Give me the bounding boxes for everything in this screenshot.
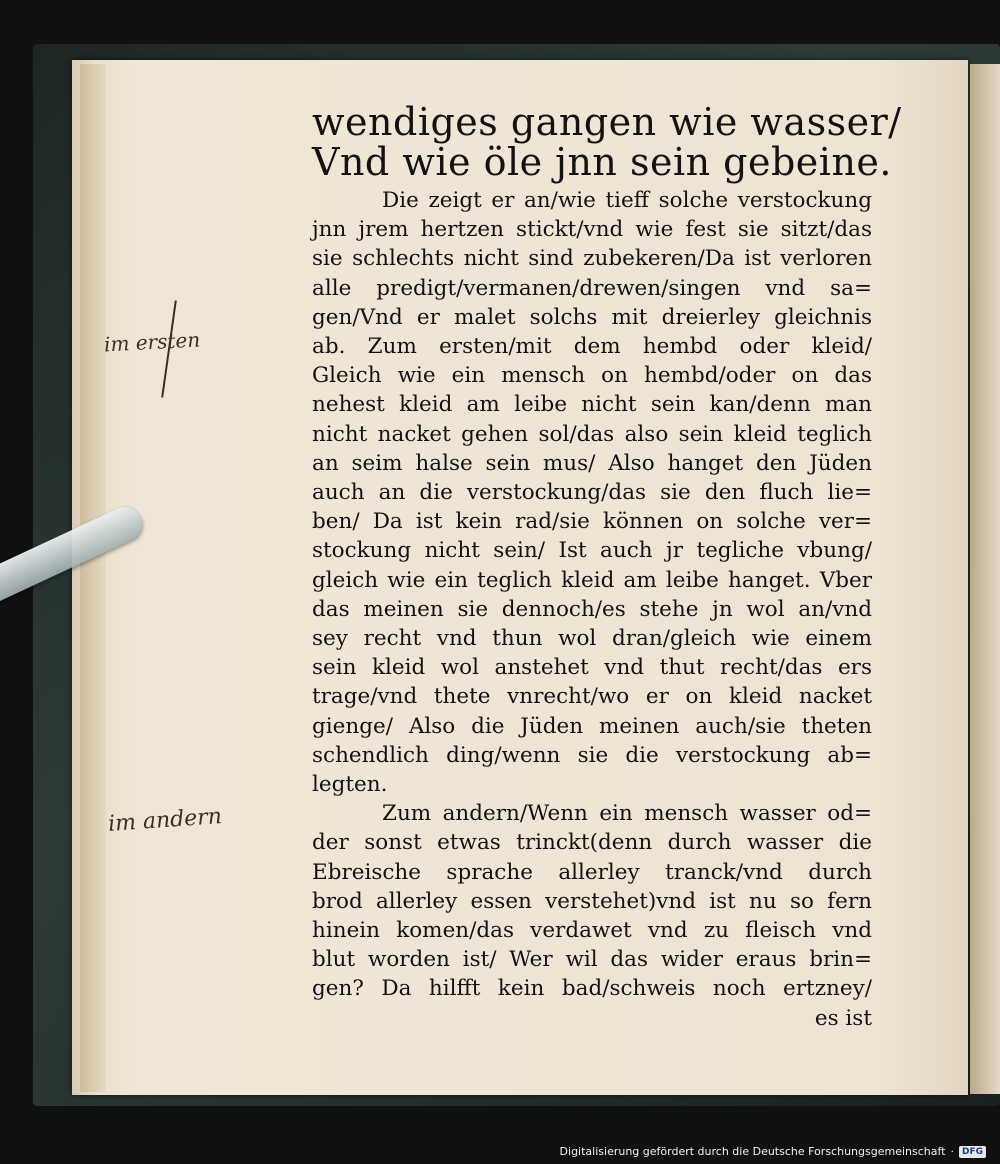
footer-credit-text: Digitalisierung gefördert durch die Deutsche Forschungsgemeinschaft — [559, 1145, 946, 1158]
body-line: der sonst etwas trinckt(denn durch wasser die — [312, 830, 872, 856]
body-line: nicht nacket gehen sol/das also sein kleid teglich — [312, 421, 872, 447]
body-line: gen? Da hilfft kein bad/schweis noch ertzney/ — [312, 976, 872, 1002]
footer-separator: · — [950, 1145, 954, 1158]
margin-note-second: im andern — [107, 804, 223, 837]
body-line: sein kleid wol anstehet vnd thut recht/das ers — [312, 655, 872, 681]
page-text — [312, 100, 902, 1033]
body-line: blut worden ist/ Wer wil das wider eraus brin= — [312, 947, 872, 973]
body-line: Ebreische sprache allerley tranck/vnd durch — [312, 859, 872, 885]
body-line: ben/ Da ist kein rad/sie können on solche ver= — [312, 509, 872, 535]
body-line: schendlich ding/wenn sie die verstockung ab= — [312, 742, 872, 768]
body-line: legten. — [312, 772, 388, 798]
catchword: es ist — [814, 1005, 872, 1031]
next-page-edge — [970, 64, 1000, 1094]
body-line: Zum andern/Wenn ein mensch wasser od= — [382, 801, 872, 827]
body-line: Die zeigt er an/wie tieff solche verstockung — [382, 188, 872, 213]
footer-credit — [560, 1145, 986, 1158]
body-line: ab. Zum ersten/mit dem hembd oder kleid/ — [312, 334, 872, 360]
body-line: alle predigt/vermanen/drewen/singen vnd sa= — [312, 275, 872, 301]
dfg-logo-icon: DFG — [959, 1146, 986, 1158]
heading-line-1: wendiges gangen wie wasser/ — [312, 100, 902, 144]
margin-note-first: im ersten — [103, 327, 201, 357]
body-line: an seim halse sein mus/ Also hanget den Jüden — [312, 450, 872, 476]
body-line: stockung nicht sein/ Ist auch jr tegliche vbung/ — [312, 538, 872, 564]
body-line: gen/Vnd er malet solchs mit dreierley gleichnis — [312, 304, 872, 330]
heading-line-2: Vnd wie öle jnn sein gebeine. — [312, 140, 892, 184]
body-line: das meinen sie dennoch/es stehe jn wol an/vnd — [312, 596, 872, 622]
body-line: brod allerley essen verstehet)vnd ist nu so fern — [312, 888, 872, 914]
body-line: sey recht vnd thun wol dran/gleich wie einem — [312, 626, 872, 652]
body-line: auch an die verstockung/das sie den fluch lie= — [312, 480, 872, 506]
body-line: sie schlechts nicht sind zubekeren/Da ist verloren — [312, 246, 872, 272]
body-line: nehest kleid am leibe nicht sein kan/denn man — [312, 392, 872, 418]
body-line: Gleich wie ein mensch on hembd/oder on das — [312, 363, 872, 389]
body-line: trage/vnd thete vnrecht/wo er on kleid nacket — [312, 684, 872, 710]
body-line: hinein komen/das verdawet vnd zu fleisch vnd — [312, 918, 872, 944]
body-line: gienge/ Also die Jüden meinen auch/sie theten — [312, 713, 872, 739]
page-gutter — [80, 64, 106, 1092]
body-line: jnn jrem hertzen stickt/vnd wie fest sie sitzt/das — [312, 217, 872, 243]
body-line: gleich wie ein teglich kleid am leibe hanget. Vber — [312, 567, 872, 593]
